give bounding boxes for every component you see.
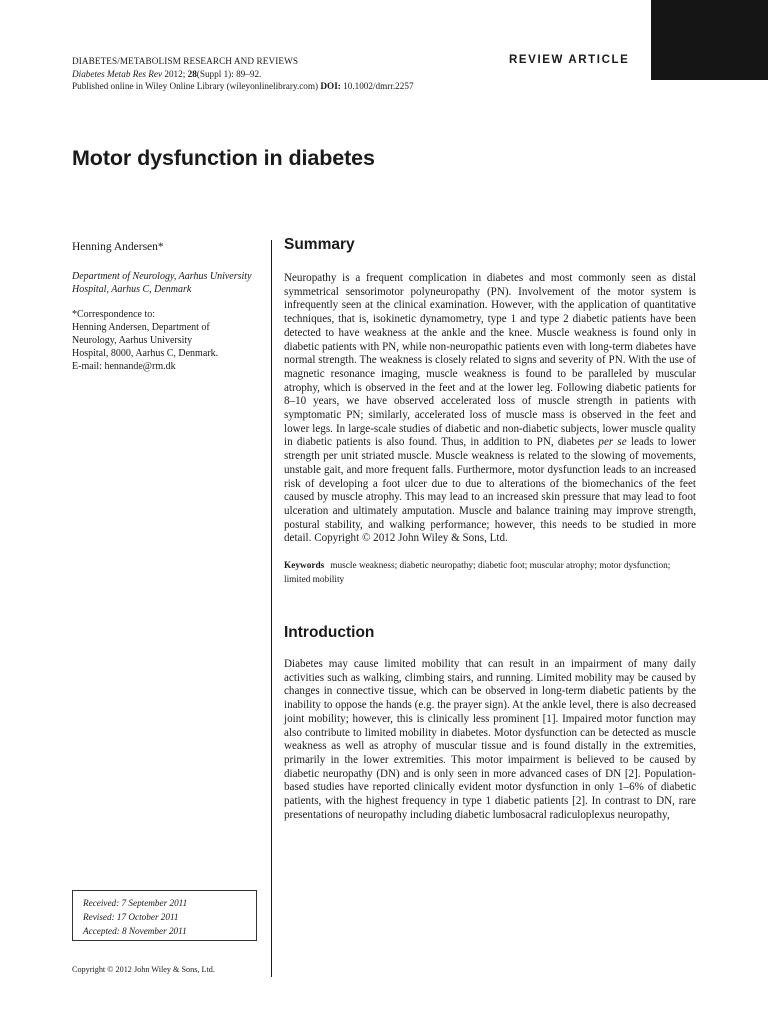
correspondence-block	[72, 308, 262, 373]
keywords-text: muscle weakness; diabetic neuropathy; diabetic foot; muscular atrophy; motor dysfunction; limited mobility	[284, 561, 671, 585]
citation-pages: (Suppl 1): 89–92.	[196, 68, 262, 79]
summary-italic: per se	[598, 436, 627, 449]
revised-date: Revised: 17 October 2011	[83, 912, 179, 922]
citation-year: 2012;	[162, 68, 188, 79]
author-affiliation: Department of Neurology, Aarhus University Hospital, Aarhus C, Denmark	[72, 271, 252, 295]
copyright-footer: Copyright © 2012 John Wiley & Sons, Ltd.	[72, 965, 215, 974]
summary-text-part: Neuropathy is a frequent complication in diabetes and most commonly seen as distal symmetrical sensorimotor polyneuropathy (PN). Involvement of the motor system is infrequently seen at the clinical examination. However, with the application of quantitative techniques, that is, isokinetic dynamometry, type 1 and type 2 diabetic patients have been detected to have weakness at the ankle and the knee. Muscle weakness is found only in diabetic patients with PN, while non-neuropathic patients even with long-term diabetes have normal strength. The weakness is closely related to signs and severity of PN. With the use of magnetic resonance imaging, muscle weakness is found to be paralleled by muscular atrophy, which is observed in the feet and at the lower leg. Following diabetic patients for 8–10 years, we have observed accelerated loss of muscle strength in patients with symptomatic PN; similarly, accelerated loss of muscle mass is observed in the feet and lower legs. In large-scale studies of diabetic and non-diabetic subjects, lower muscle quality in diabetic patients is also found. Thus, in addition to PN, diabetes	[284, 272, 696, 449]
correspondence-line: Hospital, 8000, Aarhus C, Denmark.	[72, 348, 219, 359]
correspondence-line: Neurology, Aarhus University	[72, 335, 193, 346]
summary-text-part: leads to lower strength per unit striated muscle. Muscle weakness is related to the slowing of movements, unstable gait, and more frequent falls. Furthermore, motor dysfunction leads to an increased risk of developing a foot ulcer due to due to alterations of the biomechanics of the feet caused by muscle atrophy. This may lead to an increased skin pressure that may lead to foot ulceration and ultimately amputation. Muscle and balance training may improve strength, postural stability, and walking performance; however, this needs to be studied in more detail. Copyright © 2012 John Wiley & Sons, Ltd.	[284, 436, 696, 545]
citation-journal: Diabetes Metab Res Rev	[72, 68, 163, 79]
introduction-text: Diabetes may cause limited mobility that can result in an impairment of many daily activities such as walking, climbing stairs, and running. Limited mobility may be caused by changes in connective tissue, which can be observed in long-term diabetic patients by the inability to oppose the hands (e.g. the prayer sign). At the ankle level, there is also decreased joint mobility; however, this is clinically less prominent [1]. Impaired motor function may also contribute to limited mobility in diabetes. Motor dysfunction can be detected as muscle weakness as well as atrophy of muscular tissue and is found distally in the extremities, primarily in the lower extremities. This motor impairment is believed to be caused by diabetic neuropathy (DN) and is only seen in more advanced cases of DN [2]. Population-based studies have reported clinically evident motor dysfunction in only 1–6% of diabetic patients, with the highest frequency in type 1 diabetic patients [2]. In contrast to DN, rare presentations of neuropathy including diabetic lumbosacral radiculoplexus neuropathy,	[284, 658, 696, 821]
journal-citation	[72, 68, 414, 81]
published-text: Published online in Wiley Online Library (wileyonlinelibrary.com)	[72, 81, 321, 91]
keywords	[284, 560, 696, 587]
column-divider	[271, 240, 272, 977]
article-type-label: REVIEW ARTICLE	[509, 54, 630, 66]
journal-header	[72, 55, 414, 93]
received-date: Received: 7 September 2011	[83, 898, 188, 908]
correspondence-line: Henning Andersen, Department of	[72, 322, 210, 333]
introduction-heading: Introduction	[284, 624, 375, 642]
doi-value: 10.1002/dmrr.2257	[340, 81, 414, 91]
summary-text	[284, 272, 696, 546]
article-title: Motor dysfunction in diabetes	[72, 146, 375, 170]
citation-volume: 28	[187, 68, 197, 79]
correspondence-line: *Correspondence to:	[72, 309, 156, 320]
dates-box	[72, 890, 257, 941]
author-name: Henning Andersen*	[72, 241, 164, 253]
main-column	[284, 236, 696, 823]
accepted-date: Accepted: 8 November 2011	[83, 926, 187, 936]
author-column	[72, 241, 262, 373]
page-edge-tab	[651, 0, 768, 80]
correspondence-email: E-mail: hennande@rm.dk	[72, 361, 176, 372]
summary-heading: Summary	[284, 236, 355, 253]
published-line	[72, 80, 414, 93]
doi-label: DOI:	[320, 81, 341, 91]
keywords-label: Keywords	[284, 561, 325, 572]
journal-name: DIABETES/METABOLISM RESEARCH AND REVIEWS	[72, 56, 299, 66]
